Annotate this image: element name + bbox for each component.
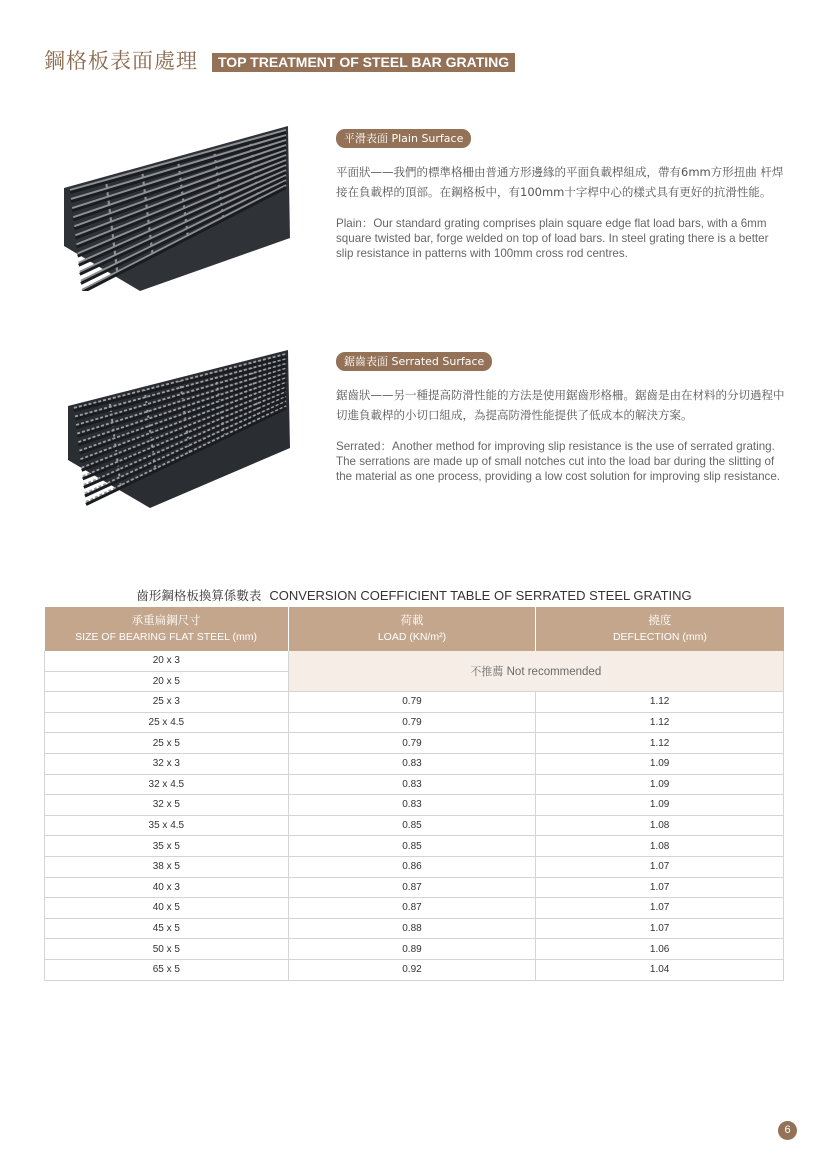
serrated-surface-section (336, 350, 788, 484)
load-cell: 0.87 (288, 877, 536, 898)
size-cell: 38 x 5 (45, 856, 289, 877)
load-cell: 0.79 (288, 733, 536, 754)
deflection-cell: 1.09 (536, 753, 784, 774)
not-recommended-en: Not recommended (506, 666, 602, 679)
serrated-grating-image (60, 348, 290, 513)
load-cell: 0.85 (288, 815, 536, 836)
deflection-cell: 1.09 (536, 774, 784, 795)
page-number: 6 (778, 1121, 797, 1140)
load-cell: 0.92 (288, 959, 536, 980)
size-cell: 25 x 3 (45, 692, 289, 713)
column-header-deflection-zh: 撓度 (648, 613, 672, 627)
table-row (45, 753, 784, 774)
table-row (45, 651, 784, 671)
conversion-table (44, 607, 784, 981)
deflection-cell: 1.12 (536, 712, 784, 733)
load-cell: 0.83 (288, 795, 536, 816)
plain-surface-section (336, 127, 788, 261)
plain-surface-description-zh: 平面狀——我們的標準格柵由普通方形邊緣的平面負載桿組成，帶有6mm方形扭曲 杆焊接在負載桿的頂部。在鋼格板中，有100mm十字桿中心的樣式具有更好的抗滑性能。 (336, 165, 784, 199)
load-cell: 0.79 (288, 692, 536, 713)
table-row (45, 959, 784, 980)
table-row (45, 939, 784, 960)
size-cell: 45 x 5 (45, 918, 289, 939)
size-cell: 32 x 3 (45, 753, 289, 774)
size-cell: 35 x 4.5 (45, 815, 289, 836)
table-row (45, 733, 784, 754)
serrated-surface-description-en: Serrated：Another method for improving slip resistance is the use of serrated grating. The serrations are made up of small notches cut into the load bar during the slitting of the material as one process, providing a low cost solution for improving slip resistance. (336, 440, 780, 483)
table-row (45, 795, 784, 816)
deflection-cell: 1.07 (536, 856, 784, 877)
table-title-zh: 齒形鋼格板換算係數表 (136, 588, 262, 603)
column-header-load (288, 607, 536, 651)
column-header-deflection-en: DEFLECTION (mm) (612, 631, 707, 643)
column-header-load-en: LOAD (KN/m²) (377, 631, 447, 643)
plain-surface-label: 平滑表面 Plain Surface (336, 129, 471, 148)
size-cell: 40 x 3 (45, 877, 289, 898)
serrated-surface-label: 鋸齒表面 Serrated Surface (336, 352, 492, 371)
deflection-cell: 1.04 (536, 959, 784, 980)
table-row (45, 712, 784, 733)
page-title-zh: 鋼格板表面處理 (44, 49, 198, 73)
load-cell: 0.83 (288, 774, 536, 795)
not-recommended-cell (288, 651, 783, 692)
column-header-size-zh: 承重扁鋼尺寸 (131, 613, 201, 627)
table-row (45, 774, 784, 795)
deflection-cell: 1.07 (536, 898, 784, 919)
table-row (45, 898, 784, 919)
size-cell: 50 x 5 (45, 939, 289, 960)
table-title-en: CONVERSION COEFFICIENT TABLE OF SERRATED STEEL GRATING (269, 588, 692, 603)
load-cell: 0.79 (288, 712, 536, 733)
deflection-cell: 1.07 (536, 877, 784, 898)
load-cell: 0.88 (288, 918, 536, 939)
table-row (45, 856, 784, 877)
load-cell: 0.86 (288, 856, 536, 877)
size-cell: 40 x 5 (45, 898, 289, 919)
deflection-cell: 1.09 (536, 795, 784, 816)
not-recommended-zh: 不推薦 (470, 665, 504, 679)
size-cell: 20 x 3 (45, 651, 289, 671)
deflection-cell: 1.12 (536, 733, 784, 754)
load-cell: 0.87 (288, 898, 536, 919)
size-cell: 20 x 5 (45, 671, 289, 692)
table-row (45, 918, 784, 939)
page-header (44, 46, 515, 74)
size-cell: 32 x 4.5 (45, 774, 289, 795)
deflection-cell: 1.12 (536, 692, 784, 713)
size-cell: 25 x 5 (45, 733, 289, 754)
column-header-load-zh: 荷載 (400, 613, 424, 627)
column-header-size (45, 607, 289, 651)
load-cell: 0.89 (288, 939, 536, 960)
table-title (44, 586, 784, 604)
deflection-cell: 1.08 (536, 815, 784, 836)
table-row (45, 815, 784, 836)
column-header-size-en: SIZE OF BEARING FLAT STEEL (mm) (75, 631, 257, 643)
table-row (45, 836, 784, 857)
deflection-cell: 1.08 (536, 836, 784, 857)
deflection-cell: 1.06 (536, 939, 784, 960)
page-title-en: TOP TREATMENT OF STEEL BAR GRATING (212, 49, 515, 72)
column-header-deflection (536, 607, 784, 651)
table-row (45, 877, 784, 898)
serrated-surface-description-zh: 鋸齒狀——另一種提高防滑性能的方法是使用鋸齒形格柵。鋸齒是由在材料的分切過程中切進負載桿的小切口組成，為提高防滑性能提供了低成本的解決方案。 (336, 388, 785, 422)
plain-grating-image (60, 126, 290, 291)
size-cell: 25 x 4.5 (45, 712, 289, 733)
load-cell: 0.83 (288, 753, 536, 774)
size-cell: 32 x 5 (45, 795, 289, 816)
load-cell: 0.85 (288, 836, 536, 857)
size-cell: 65 x 5 (45, 959, 289, 980)
plain-surface-description-en: Plain：Our standard grating comprises plain square edge flat load bars, with a 6mm square twisted bar, forge welded on top of load bars. In steel grating there is a better slip resistance in patterns with 100mm cross rod centres. (336, 217, 769, 260)
size-cell: 35 x 5 (45, 836, 289, 857)
deflection-cell: 1.07 (536, 918, 784, 939)
table-row (45, 692, 784, 713)
